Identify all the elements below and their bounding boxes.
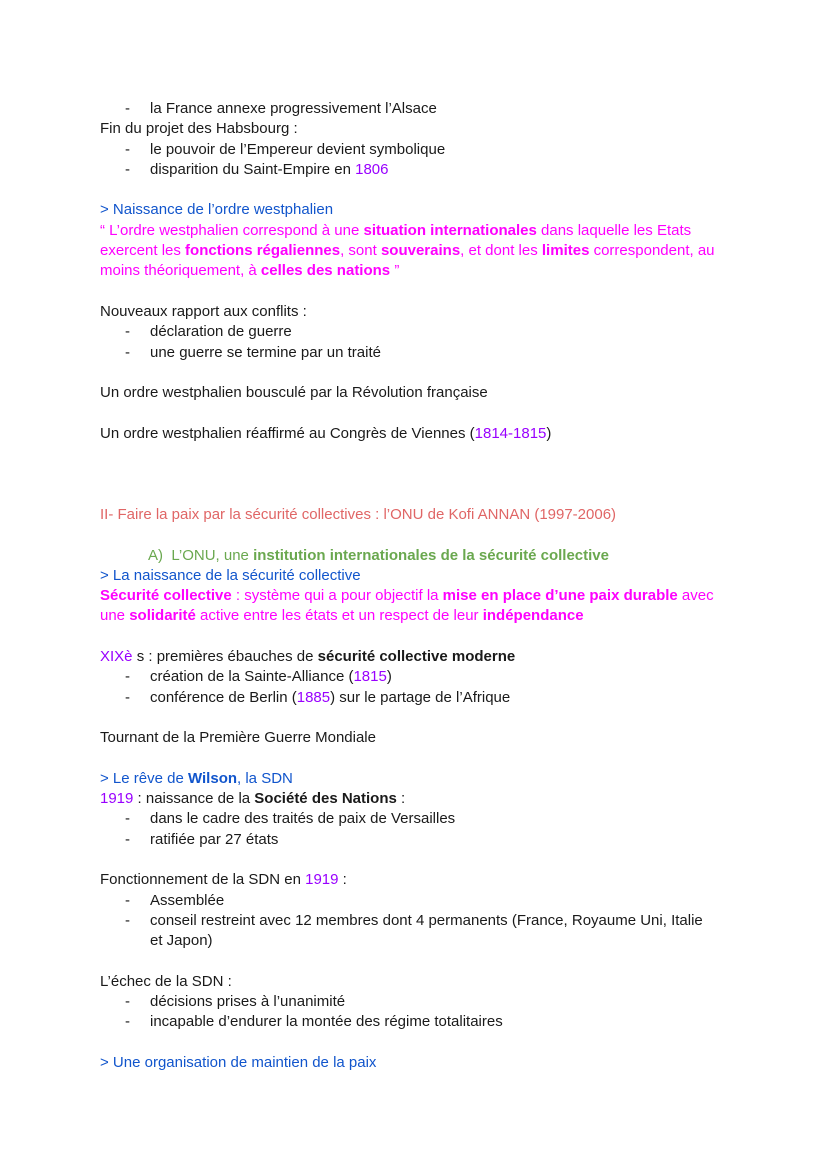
definition-line-2: une solidarité active entre les états et un respect de leur indépendance bbox=[100, 607, 584, 625]
list-item-continuation: et Japon) bbox=[150, 932, 213, 950]
list-item: - conférence de Berlin (1885) sur le partage de l’Afrique bbox=[125, 688, 511, 706]
list-item: - le pouvoir de l’Empereur devient symbolique bbox=[125, 140, 446, 158]
habsbourg-title: Fin du projet des Habsbourg : bbox=[100, 120, 298, 138]
wilson-heading: > Le rêve de Wilson, la SDN bbox=[100, 769, 293, 787]
fonctionnement-title: Fonctionnement de la SDN en 1919 : bbox=[100, 871, 347, 889]
list-item: - Assemblée bbox=[125, 891, 225, 909]
subsection-heading-a: A) L’ONU, une institution internationales de la sécurité collective bbox=[148, 546, 609, 564]
xix-line: XIXè s : premières ébauches de sécurité collective moderne bbox=[100, 648, 516, 666]
maintien-heading: > Une organisation de maintien de la paix bbox=[100, 1053, 377, 1071]
date-highlight: 1885 bbox=[296, 688, 331, 706]
list-item: - conseil restreint avec 12 membres dont 4 permanents (France, Royaume Uni, Italie bbox=[125, 911, 703, 929]
tournant-line: Tournant de la Première Guerre Mondiale bbox=[100, 729, 376, 747]
section-heading-2: II- Faire la paix par la sécurité collectives : l’ONU de Kofi ANNAN (1997-2006) bbox=[100, 505, 617, 523]
date-highlight: 1815 bbox=[353, 668, 387, 686]
list-item: - la France annexe progressivement l’Alsace bbox=[125, 100, 437, 117]
list-item: - ratifiée par 27 états bbox=[125, 830, 279, 848]
definition-line-1: Sécurité collective : système qui a pour objectif la mise en place d’une paix durable avec bbox=[100, 587, 714, 605]
list-item: - déclaration de guerre bbox=[125, 323, 292, 341]
quote-line-1: “ L’ordre westphalien correspond à une situation internationales dans laquelle les Etats bbox=[100, 221, 692, 239]
securite-heading: > La naissance de la sécurité collective bbox=[100, 566, 361, 584]
list-item: - dans le cadre des traités de paix de Versailles bbox=[125, 810, 456, 828]
list-item: - incapable d’endurer la montée des régime totalitaires bbox=[125, 1013, 503, 1031]
quote-line-2: exercent les fonctions régaliennes, sont souverains, et dont les limites correspondent, au bbox=[100, 242, 715, 260]
vienne-line: Un ordre westphalien réaffirmé au Congrès de Viennes (1814-1815) bbox=[100, 424, 552, 442]
westphalien-heading: > Naissance de l’ordre westphalien bbox=[100, 201, 334, 219]
list-item: - une guerre se termine par un traité bbox=[125, 343, 381, 361]
date-highlight: 1806 bbox=[355, 160, 389, 178]
quote-line-3: moins théoriquement, à celles des nations ” bbox=[100, 262, 400, 280]
revolution-line: Un ordre westphalien bousculé par la Révolution française bbox=[100, 384, 488, 402]
document-page bbox=[100, 99, 740, 1073]
conflits-title: Nouveaux rapport aux conflits : bbox=[100, 302, 307, 320]
list-item: - disparition du Saint-Empire en 1806 bbox=[125, 160, 389, 178]
sdn-line: 1919 : naissance de la Société des Nations : bbox=[100, 790, 406, 808]
echec-title: L’échec de la SDN : bbox=[100, 972, 232, 990]
list-item: - création de la Sainte-Alliance (1815) bbox=[125, 668, 392, 686]
list-item: - décisions prises à l’unanimité bbox=[125, 993, 346, 1011]
date-highlight: 1814-1815 bbox=[474, 424, 547, 442]
